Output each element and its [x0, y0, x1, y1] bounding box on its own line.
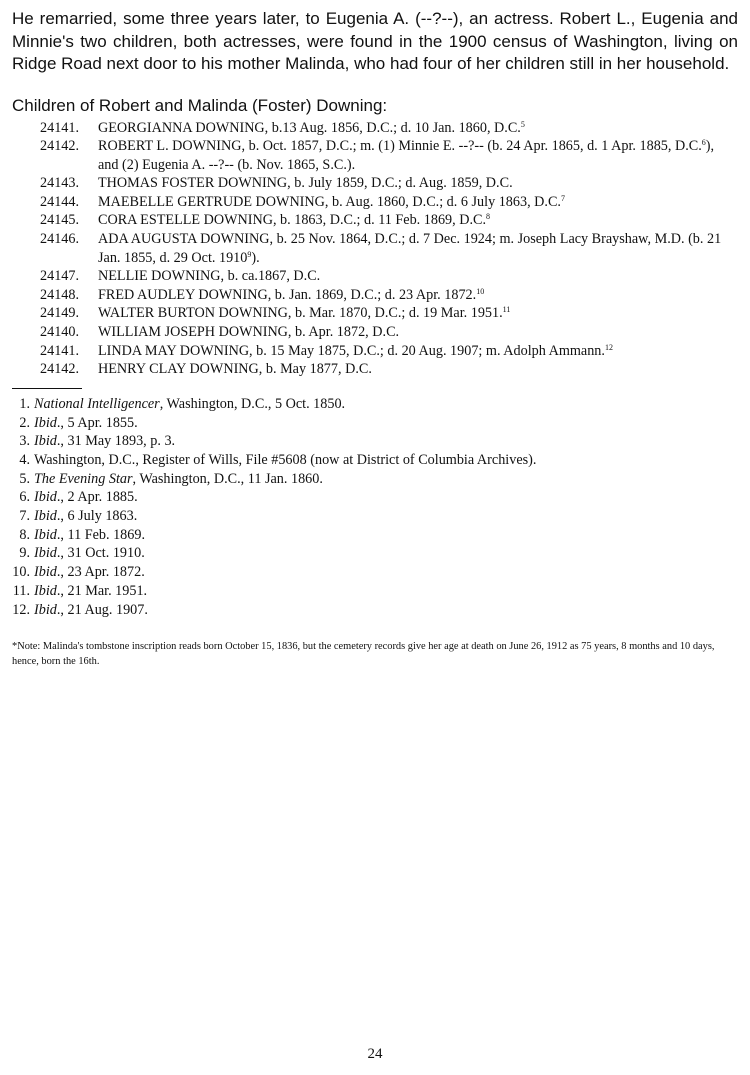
list-item [12, 470, 738, 489]
list-item [12, 414, 738, 433]
note-text: Washington, D.C., Register of Wills, File #5608 (now at District of Columbia Archives). [34, 451, 537, 468]
note-number: 9. [19, 545, 30, 562]
list-item [12, 451, 738, 470]
note-title: Ibid [34, 564, 57, 581]
child-text: WILLIAM JOSEPH DOWNING, b. Apr. 1872, D.C. [98, 324, 400, 341]
child-number: 24145. [40, 212, 80, 229]
child-number: 24142. [40, 138, 80, 155]
footnote-ref: 9 [247, 249, 252, 259]
child-number: 24144. [40, 193, 80, 210]
child-text: MAEBELLE GERTRUDE DOWNING, b. Aug. 1860, D.C.; d. 6 July 1863, D.C. [98, 193, 561, 210]
footnote-ref: 8 [486, 212, 491, 222]
note-number: 8. [19, 526, 30, 543]
list-item [12, 193, 738, 212]
note-title: Ibid [34, 508, 57, 525]
child-number: 24146. [40, 231, 80, 248]
note-number: 4. [19, 451, 30, 468]
list-item [12, 360, 738, 379]
footnote-ref: 11 [502, 305, 511, 315]
note-title: Ibid [34, 545, 57, 562]
child-number: 24143. [40, 175, 80, 192]
page-number: 24 [367, 1046, 383, 1062]
intro-paragraph: He remarried, some three years later, to Eugenia A. (--?--), an actress. Robert L., Eugenia and Minnie's two children, both actresses, were found in the 1900 census of Washington, living on Ridge Road next door to his mother Malinda, who had four of her children still in her household. [12, 9, 738, 73]
list-item [12, 544, 738, 563]
note-title: Ibid [34, 489, 57, 506]
child-number: 24148. [40, 286, 80, 303]
note-number: 5. [19, 470, 30, 487]
child-number: 24140. [40, 324, 80, 341]
list-item [12, 601, 738, 620]
note-text: ., 2 Apr. 1885. [56, 489, 138, 506]
note-text: ., 5 Apr. 1855. [56, 414, 138, 431]
list-item [12, 323, 738, 342]
list-item [12, 563, 738, 582]
child-number: 24142. [40, 361, 80, 378]
note-number: 6. [19, 489, 30, 506]
child-number: 24141. [40, 119, 80, 136]
child-text: ADA AUGUSTA DOWNING, b. 25 Nov. 1864, D.C.; d. 7 Dec. 1924; m. Joseph Lacy Brayshaw, M.D. (b. 21 Jan. 1855, d. 29 Oct. 1910 [98, 231, 722, 266]
note-number: 12. [12, 601, 30, 618]
child-text: CORA ESTELLE DOWNING, b. 1863, D.C.; d. 11 Feb. 1869, D.C. [98, 212, 487, 229]
note-title: Ibid [34, 526, 57, 543]
note-title: National Intelligencer [34, 395, 160, 412]
note-text: , Washington, D.C., 5 Oct. 1850. [159, 395, 346, 412]
child-text: LINDA MAY DOWNING, b. 15 May 1875, D.C.; d. 20 Aug. 1907; m. Adolph Ammann. [98, 342, 605, 359]
note-number: 11. [12, 582, 30, 599]
note-text: ., 31 May 1893, p. 3. [56, 433, 176, 450]
list-item [12, 230, 738, 267]
footnote-ref: 7 [560, 193, 565, 203]
list-item [12, 432, 738, 451]
list-item [12, 174, 738, 193]
child-text: ROBERT L. DOWNING, b. Oct. 1857, D.C.; m. (1) Minnie E. --?-- (b. 24 Apr. 1865, d. 1 Apr. 1885, D.C. [98, 138, 702, 155]
child-text: NELLIE DOWNING, b. ca.1867, D.C. [98, 268, 321, 285]
tombstone-footnote: *Note: Malinda's tombstone inscription reads born October 15, 1836, but the cemetery records give her age at death on June 26, 1912 as 75 years, 8 months and 10 days, hence, born the 16th. [12, 641, 715, 668]
list-item [12, 119, 738, 138]
note-text: , Washington, D.C., 11 Jan. 1860. [132, 470, 323, 487]
note-title: Ibid [34, 601, 57, 618]
footnote-ref: 12 [604, 342, 613, 352]
child-number: 24147. [40, 268, 80, 285]
child-text: HENRY CLAY DOWNING, b. May 1877, D.C. [98, 361, 372, 378]
child-number: 24149. [40, 305, 80, 322]
footnote-ref: 10 [476, 286, 485, 296]
list-item [12, 286, 738, 305]
endnotes-list [12, 395, 738, 619]
footnote-divider [12, 388, 82, 389]
footnote-ref: 5 [520, 119, 525, 129]
children-heading: Children of Robert and Malinda (Foster) Downing: [12, 95, 388, 115]
document-page [12, 8, 738, 669]
child-text-tail: ). [251, 249, 260, 266]
list-item [12, 211, 738, 230]
list-item [12, 526, 738, 545]
list-item [12, 582, 738, 601]
child-text: GEORGIANNA DOWNING, b.13 Aug. 1856, D.C.; d. 10 Jan. 1860, D.C. [98, 119, 521, 136]
note-title: Ibid [34, 414, 57, 431]
child-text: THOMAS FOSTER DOWNING, b. July 1859, D.C.; d. Aug. 1859, D.C. [98, 175, 513, 192]
note-number: 7. [19, 508, 30, 525]
note-number: 10. [12, 564, 30, 581]
list-item [12, 507, 738, 526]
note-text: ., 21 Mar. 1951. [56, 582, 148, 599]
note-text: ., 11 Feb. 1869. [56, 526, 146, 543]
footnote-ref: 6 [701, 138, 706, 148]
child-text: FRED AUDLEY DOWNING, b. Jan. 1869, D.C.; d. 23 Apr. 1872. [98, 286, 477, 303]
list-item [12, 137, 738, 174]
list-item [12, 395, 738, 414]
note-title: Ibid [34, 433, 57, 450]
child-number: 24141. [40, 342, 80, 359]
note-number: 3. [19, 433, 30, 450]
list-item [12, 304, 738, 323]
note-number: 1. [19, 395, 30, 412]
note-text: ., 21 Aug. 1907. [56, 601, 148, 618]
list-item [12, 342, 738, 361]
note-text: ., 31 Oct. 1910. [56, 545, 145, 562]
list-item [12, 267, 738, 286]
note-title: The Evening Star [34, 470, 133, 487]
child-text-tail: ), and (2) Eugenia A. --?-- (b. Nov. 1865, S.C.). [98, 138, 715, 173]
note-title: Ibid [34, 582, 57, 599]
child-text: WALTER BURTON DOWNING, b. Mar. 1870, D.C.; d. 19 Mar. 1951. [98, 305, 503, 322]
note-text: ., 23 Apr. 1872. [56, 564, 145, 581]
list-item [12, 488, 738, 507]
note-number: 2. [19, 414, 30, 431]
note-text: ., 6 July 1863. [56, 508, 138, 525]
children-list [12, 119, 738, 379]
